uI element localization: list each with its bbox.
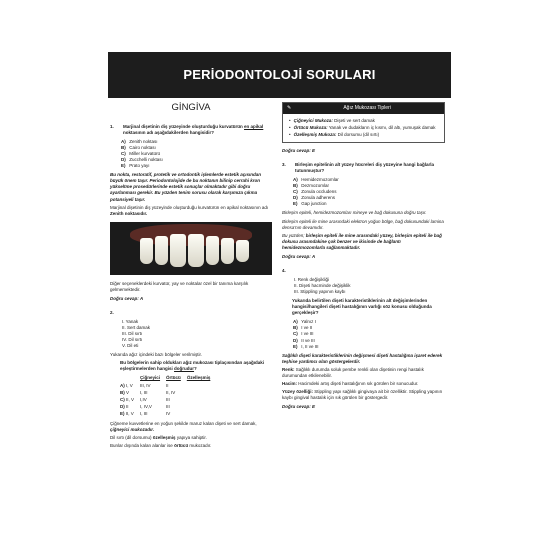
table-header: Örtücü (166, 375, 181, 381)
list-item: IV. Dil sırtı (122, 337, 143, 343)
pencil-icon: ✎ (287, 105, 292, 111)
list-item: • Özelleşmiş Mukoza: Dil dorsumu (dil sırtı) (289, 132, 438, 138)
info-box-title: Ağız Mukozası Tipleri (343, 105, 391, 111)
question-text: Marjinal dişetinin diş yüzeyinde oluşturduğu kurvatürün en apikal noktasının adı aşağıdakilerden hangisidir? (123, 123, 264, 135)
option: C) Zonula occludens (293, 189, 337, 195)
question-number: 1. (110, 123, 114, 129)
info-box-list (283, 114, 444, 142)
answer: Doğru cevap: E (282, 404, 316, 410)
question-2-list (122, 319, 272, 349)
option: B) Cairo noktası (121, 145, 156, 150)
right-column (282, 102, 445, 412)
question-1 (110, 124, 272, 136)
question-number: 3. (282, 162, 286, 167)
table-row: A) I, V III, IV II (120, 382, 169, 388)
option: D) Zucchelli noktası (121, 157, 163, 163)
table-row: B) V I, III II, IV (120, 389, 176, 395)
gingiva-photo (110, 222, 272, 275)
explanation: Yüzey özelliği: Stippling yapı sağlıklı gingivaya ait bir özelliktir. Stippling yapının kaybı gingival hastalık için sık görülen bir göstergedir. (282, 388, 443, 400)
explanation: Bu nokta, restoratif, protetik ve ortodontik işlemlerde estetik açısından büyük önem taşır. Periodontolojide de bu noktanın bilinip cerrahi kron yükseltme prosedürlerinde estetik sonuçlar olmaktadır gibi doğru ayarlanması gerekir. Bu yüzden tenim sorusu olarak karşımıza çıkma potansiyeli taşır. (110, 172, 262, 202)
option: A) Zenith noktası (121, 138, 158, 144)
question-number: 4. (282, 267, 286, 273)
explanation: Bu yüzden; birleşim epiteli ile mine arasındaki yüzey, birleşim epiteli ile bağ dokusu arasındakine çok benzer ve ikisinde de bağlantı hemidezmozomlarla sağlanmaktadır. (282, 232, 442, 250)
explanation: Birleşim epiteli, hemidezmozomları mineye ve bağ dokusuna doğru taşır. (282, 210, 427, 216)
table-header: Özelleşmiş (186, 375, 211, 381)
explanation: Çiğneme kuvvetlerine en yoğun şekilde maruz kalan dişeti ve sert damak, çiğneyici mukozadır. (110, 420, 257, 432)
answer-table (120, 375, 216, 417)
explanation: Dil sırtı (dil dorsumu) özelleşmiş yapıya sahiptir. (110, 434, 207, 440)
info-box (282, 102, 445, 143)
list-item: III. Stippling yapının kaybı (294, 289, 346, 295)
table-row: E) II, V I, III IV (120, 410, 171, 416)
explanation: Marjinal dişetinin diş yüzeyinde oluşturduğu kurvatürün en apikal noktasının adı Zenith noktasıdır. (110, 204, 269, 216)
table-row: C) II, V I,IV III (120, 396, 170, 402)
list-item: V. Dil eti (122, 343, 139, 349)
option: E) Gap junction (293, 201, 327, 207)
page-title: PERİODONTOLOJİ SORULARI (108, 52, 451, 98)
explanation: Renk: Sağlıklı durumda soluk pembe renkli olan dişetinin rengi hastalık durumundan etkilenebilir. (282, 366, 424, 378)
question-note: Yukarıda ağız içindeki bazı bölgeler verilmiştir. (110, 352, 203, 358)
option: C) Miller kurvatürü (121, 151, 161, 157)
answer: Doğru cevap: E (282, 147, 316, 153)
explanation: Birleşim epiteli ile mine arasındaki elektron yoğun bölge, bağ dokusundaki lamina densa'nın devamıdır. (282, 218, 444, 230)
option: B) Dezmozomlar (293, 183, 330, 189)
option: D) II ve III (293, 337, 315, 343)
list-item: I. Yanak (122, 318, 139, 324)
question-number: 2. (110, 309, 114, 315)
question-4 (282, 268, 445, 274)
table-header: Çiğneyici (140, 375, 161, 381)
list-item: II. Dişeti hacminde değişiklik (294, 283, 351, 288)
answer: Doğru cevap: A (282, 253, 316, 259)
list-item: • Örtücü Mukoza: Yanak ve dudakların iç kısmı, dil altı, yumuşak damak (289, 125, 438, 131)
list-item: III. Dil sırtı (122, 331, 143, 337)
option: E) I, II ve III (293, 343, 319, 349)
left-column (110, 102, 272, 451)
option: A) Hemidezmozomlar (293, 177, 339, 183)
option: E) Prato yayı (121, 163, 150, 169)
info-box-header (283, 103, 444, 114)
explanation: Bunlar dışında kalan alanlar ise örtücü mukozadır. (110, 443, 212, 448)
question-4-list (294, 277, 445, 295)
question-text: Birleşim epitelinin alt yüzey hücreleri diş yüzeyine hangi bağlarla tutunmuştur? (295, 162, 435, 174)
question-text: Yukarıda belirtilen dişeti karakteristiklerinin alt değişimlerinden hangisi/hangileri dişeti hastalığının varlığı söz konusu olduğunda gerçekleşir? (292, 298, 432, 316)
option: B) I ve II (293, 325, 313, 331)
list-item: II. Sert damak (122, 325, 151, 330)
list-item: • Çiğneyici Mukoza: Dişeti ve sert damak (289, 118, 438, 124)
question-1-options (121, 139, 272, 169)
option: A) Yalnız I (293, 319, 316, 325)
question-text: Bu bölgelerin sahip oldukları ağız mukozası tiplaçısından aşağıdaki eşleştirmelerden hangisi doğrudur? (120, 360, 265, 372)
question-3 (282, 162, 445, 174)
explanation: Sağlıklı dişeti karakteristiklerinin değişmesi dişeti hastalığına işaret ederek teşhise yardımcı olan göstergelerdir. (282, 352, 443, 364)
question-3-options (293, 177, 445, 207)
list-item: I. Renk değişikliği (294, 276, 330, 282)
explanation: Hacim: Hacimdeki artış dişeti hastalığının sık görülen bir sonucudur. (282, 380, 419, 386)
question-4-options (293, 319, 445, 349)
section-title: GİNGİVA (171, 102, 211, 113)
answer: Doğru cevap: A (110, 295, 144, 301)
question-2 (110, 310, 272, 316)
option: C) I ve III (293, 331, 314, 337)
explanation: Diğer seçeneklerdeki kurvatür, yay ve noktalar özel bir tanıma karşılık gelmemektedir. (110, 280, 249, 292)
option: D) Zonula adherens (293, 195, 336, 201)
table-row: D) II I, IV,V III (120, 403, 170, 409)
